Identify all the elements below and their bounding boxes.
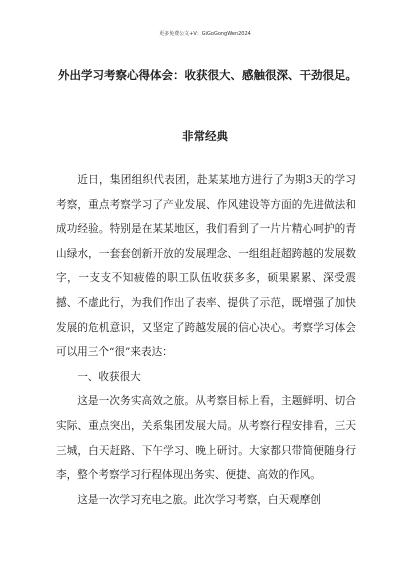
- document-body: [56, 168, 356, 512]
- document-subtitle: 非常经典: [182, 129, 228, 143]
- paragraph-efficient-trip: 这是一次务实高效之旅。从考察目标上看，主题鲜明、切合实际、重点突出，关系集团发展大局。从考察行程安排看，三天三城，白天赶路、下午学习、晚上研讨。大家都只带简便随身行李，整个考察学习行程体现出务实、便捷、高效的作风。: [56, 395, 356, 482]
- header-watermark: 更多免费公文+V：GiGoGongWen2024: [159, 31, 251, 37]
- paragraph-learning-trip: 这是一次学习充电之旅。此次学习考察，白天观摩创: [77, 493, 321, 506]
- paragraph-intro: 近日，集团组织代表团，赴某某地方进行了为期3天的学习考察，重点考察学习了产业发展、作风建设等方面的先进做法和成功经验。特别是在某某地区，我们看到了一片片精心呵护的青山绿水，一套套创新开放的发展理念、一组组赶超跨越的发展数字，一支支不知疲倦的职工队伍收获多多，硕果累累、深受震撼、不虚此行，为我们作出了表率、提供了示范，既增强了加快发展的危机意识，又坚定了跨越发展的信心决心。考察学习体会可以用三个“很”来表达：: [56, 174, 356, 359]
- document-title: 外出学习考察心得体会：收获很大、感触很深、干劲很足。: [58, 68, 357, 82]
- section-heading: 一、收获很大: [77, 370, 141, 383]
